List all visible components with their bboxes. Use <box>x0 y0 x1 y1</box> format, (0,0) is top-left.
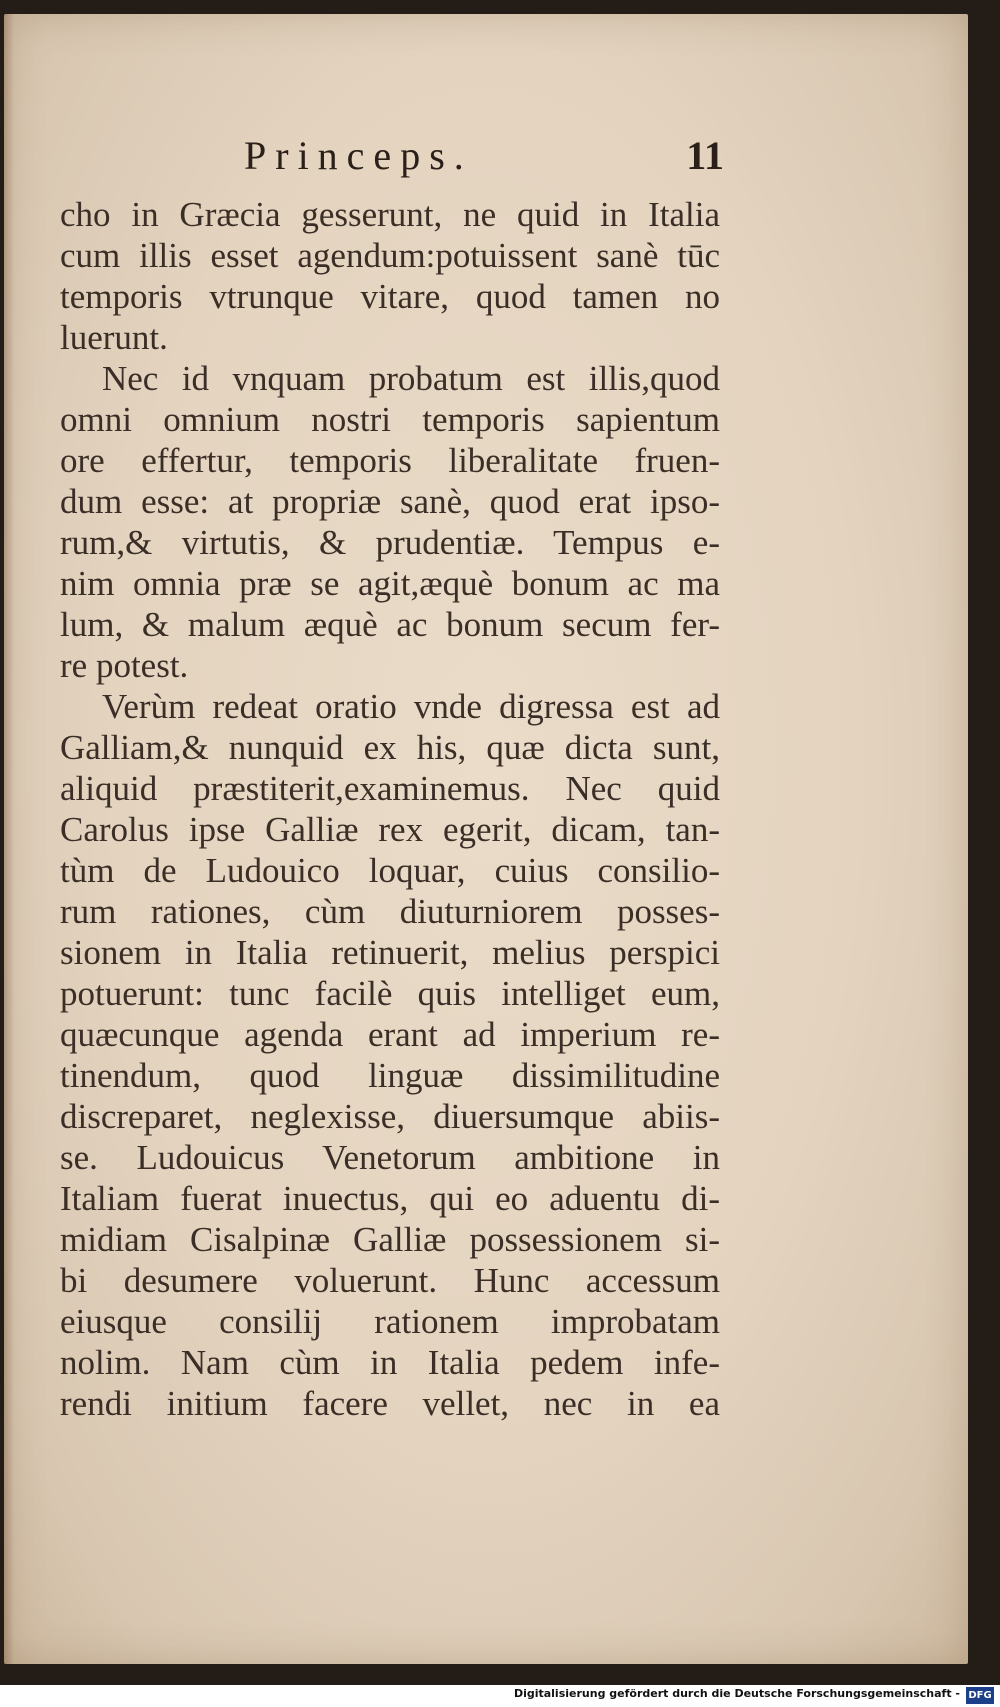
text-line: omni omnium nostri temporis sapientum <box>60 400 720 439</box>
paragraph-3 <box>60 686 720 1424</box>
text-line: Verùm redeat oratio vnde digressa est ad <box>102 687 720 726</box>
text-line: luerunt. <box>60 318 168 357</box>
text-line: tùm de Ludouico loquar, cuius consilio- <box>60 851 720 890</box>
text-line: tinendum, quod linguæ dissimilitudine <box>60 1056 720 1095</box>
text-line: nim omnia præ se agit,æquè bonum ac ma <box>60 564 720 603</box>
text-line: bi desumere voluerunt. Hunc accessum <box>60 1261 720 1300</box>
text-line: Nec id vnquam probatum est illis,quod <box>102 359 720 398</box>
text-line: rum,& virtutis, & prudentiæ. Tempus e- <box>60 523 720 562</box>
text-line: rum rationes, cùm diuturniorem posses- <box>60 892 720 931</box>
paragraph-2 <box>60 358 720 686</box>
dfg-logo: DFG <box>966 1687 994 1704</box>
book-page <box>4 14 968 1664</box>
text-line: discreparet, neglexisse, diuersumque abiis- <box>60 1097 720 1136</box>
text-line: nolim. Nam cùm in Italia pedem infe- <box>60 1343 720 1382</box>
text-line: re potest. <box>60 646 189 685</box>
text-line: Galliam,& nunquid ex his, quæ dicta sunt, <box>60 728 720 767</box>
text-line: se. Ludouicus Venetorum ambitione in <box>60 1138 720 1177</box>
page-gutter-shadow <box>4 14 14 1664</box>
text-line: eiusque consilij rationem improbatam <box>60 1302 720 1341</box>
text-line: cum illis esset agendum:potuissent sanè tūc <box>60 236 720 275</box>
text-line: midiam Cisalpinæ Galliæ possessionem si- <box>60 1220 720 1259</box>
text-line: potuerunt: tunc facilè quis intelliget eum, <box>60 974 720 1013</box>
text-line: temporis vtrunque vitare, quod tamen no <box>60 277 720 316</box>
text-line: dum esse: at propriæ sanè, quod erat ipso- <box>60 482 720 521</box>
page-number: 11 <box>686 133 724 178</box>
paragraph-1 <box>60 194 720 358</box>
running-head-title: Princeps. <box>244 133 473 178</box>
running-head <box>244 132 724 184</box>
body-text <box>60 194 720 1424</box>
text-line: sionem in Italia retinuerit, melius perspici <box>60 933 720 972</box>
text-line: lum, & malum æquè ac bonum secum fer- <box>60 605 720 644</box>
digitization-footer <box>0 1685 1000 1707</box>
text-line: cho in Græcia gesserunt, ne quid in Italia <box>60 195 720 234</box>
text-line: aliquid præstiterit,examinemus. Nec quid <box>60 769 720 808</box>
text-line: quæcunque agenda erant ad imperium re- <box>60 1015 720 1054</box>
funding-credit: Digitalisierung gefördert durch die Deutsche Forschungsgemeinschaft - <box>513 1687 960 1700</box>
text-line: Carolus ipse Galliæ rex egerit, dicam, tan- <box>60 810 720 849</box>
text-line: ore effertur, temporis liberalitate fruen- <box>60 441 720 480</box>
text-line: rendi initium facere vellet, nec in ea <box>60 1384 720 1423</box>
text-line: Italiam fuerat inuectus, qui eo aduentu di- <box>60 1179 720 1218</box>
